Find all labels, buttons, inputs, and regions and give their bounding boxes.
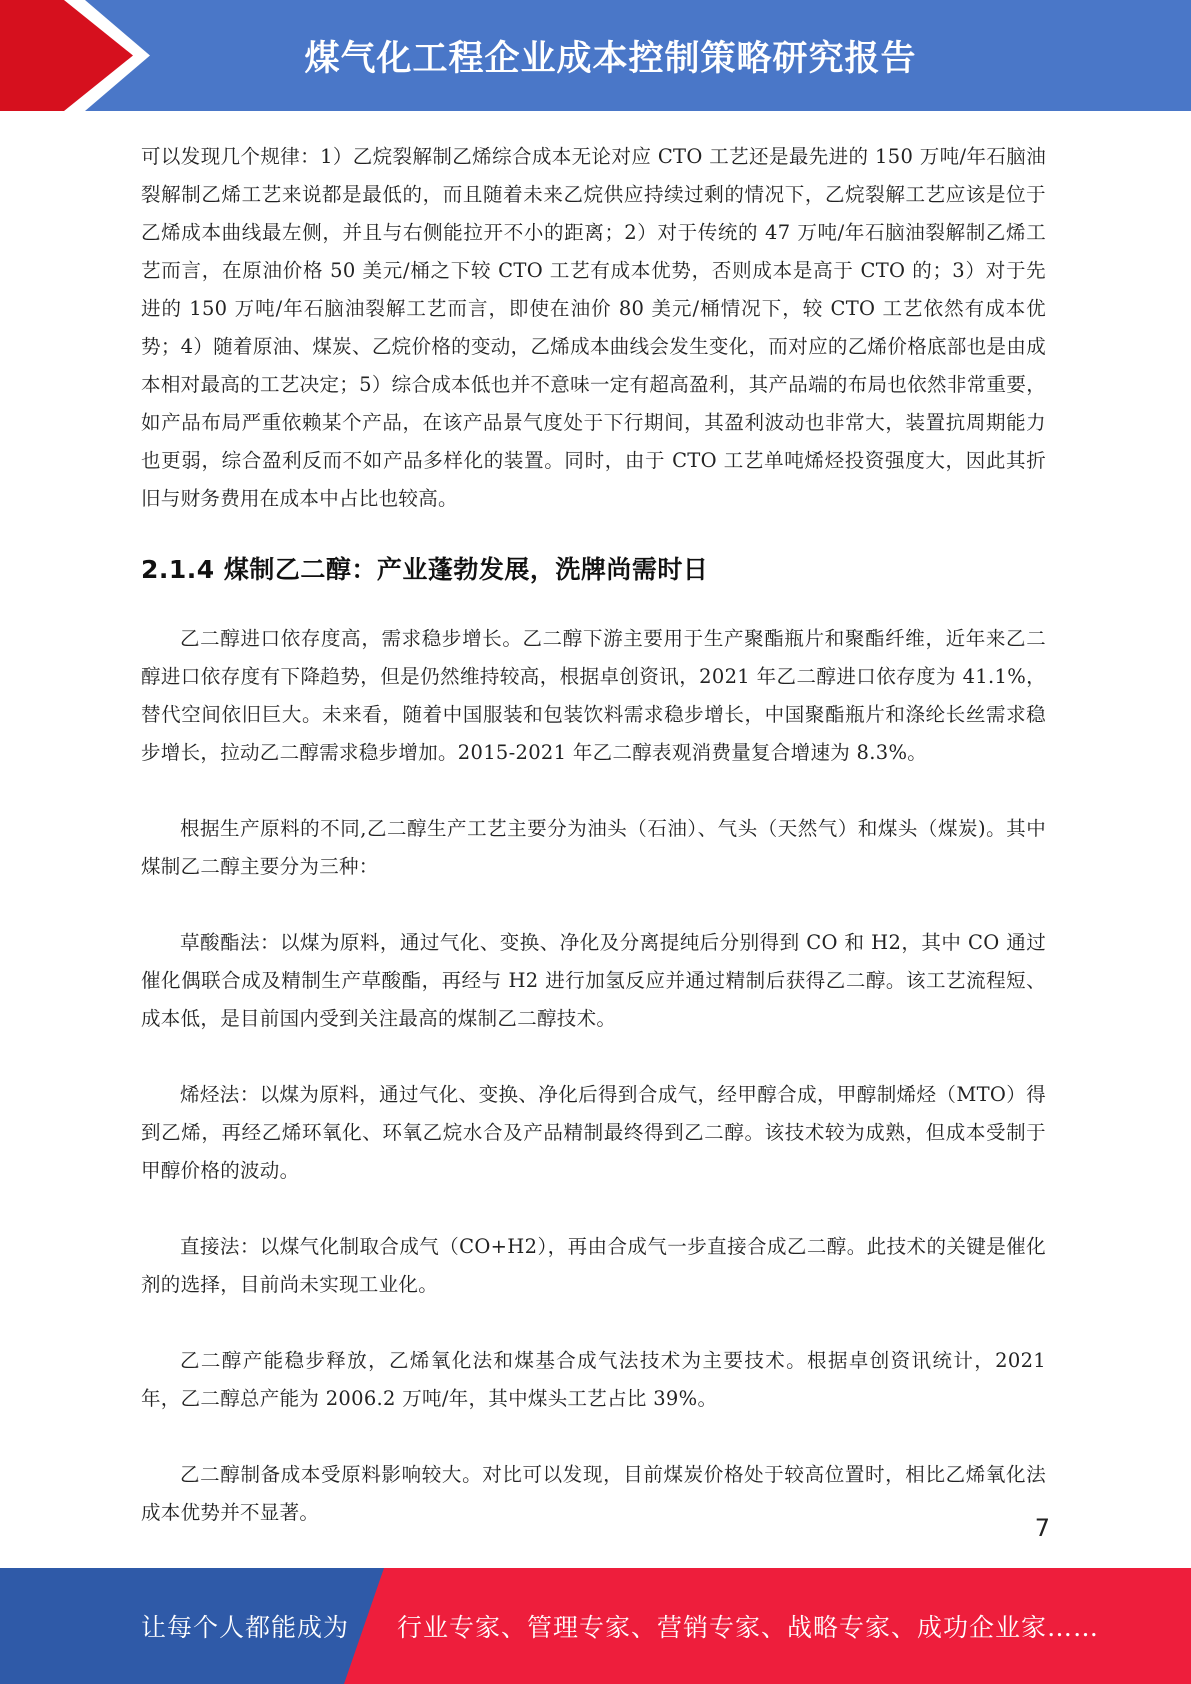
paragraph-olefin-method: 烯烃法：以煤为原料，通过气化、变换、净化后得到合成气，经甲醇合成，甲醇制烯烃（MTO）得到乙烯，再经乙烯环氧化、环氧乙烷水合及产品精制最终得到乙二醇。该技术较为成熟，但成本受制于甲醇价格的波动。 xyxy=(141,1083,1046,1182)
footer-slogan-right: 行业专家、管理专家、营销专家、战略专家、成功企业家…… xyxy=(397,1613,1100,1642)
report-title: 煤气化工程企业成本控制策略研究报告 xyxy=(304,38,917,79)
paragraph-direct-method: 直接法：以煤气化制取合成气（CO+H2），再由合成气一步直接合成乙二醇。此技术的关键是催化剂的选择，目前尚未实现工业化。 xyxy=(141,1235,1046,1296)
page-number: 7 xyxy=(1034,1514,1050,1542)
section-heading: 2.1.4 煤制乙二醇：产业蓬勃发展，洗牌尚需时日 xyxy=(141,555,709,584)
paragraph-capacity: 乙二醇产能稳步释放，乙烯氧化法和煤基合成气法技术为主要技术。根据卓创资讯统计，2021 年，乙二醇总产能为 2006.2 万吨/年，其中煤头工艺占比 39%。 xyxy=(141,1349,1046,1410)
paragraph-oxalate-method: 草酸酯法：以煤为原料，通过气化、变换、净化及分离提纯后分别得到 CO 和 H2，其中 CO 通过催化偶联合成及精制生产草酸酯，再经与 H2 进行加氢反应并通过精制后获得乙二醇。该工艺流程短、成本低，是目前国内受到关注最高的煤制乙二醇技术。 xyxy=(141,931,1046,1030)
page-footer xyxy=(0,1568,1191,1684)
footer-slogan-left: 让每个人都能成为 xyxy=(141,1613,350,1642)
document-body xyxy=(141,138,1046,1532)
paragraph-process-types: 根据生产原料的不同,乙二醇生产工艺主要分为油头（石油）、气头（天然气）和煤头（煤炭)。其中煤制乙二醇主要分为三种： xyxy=(141,817,1046,878)
paragraph-import-dependence: 乙二醇进口依存度高，需求稳步增长。乙二醇下游主要用于生产聚酯瓶片和聚酯纤维，近年来乙二醇进口依存度有下降趋势，但是仍然维持较高，根据卓创资讯，2021 年乙二醇进口依存度为 41.1%，替代空间依旧巨大。未来看，随着中国服装和包装饮料需求稳步增长，中国聚酯瓶片和涤纶长丝需求稳步增长，拉动乙二醇需求稳步增加。2015-2021 年乙二醇表观消费量复合增速为 8.3%。 xyxy=(141,627,1046,764)
page-header xyxy=(0,0,1191,111)
paragraph-cost: 乙二醇制备成本受原料影响较大。对比可以发现，目前煤炭价格处于较高位置时，相比乙烯氧化法成本优势并不显著。 xyxy=(141,1463,1046,1524)
intro-paragraph: 可以发现几个规律：1）乙烷裂解制乙烯综合成本无论对应 CTO 工艺还是最先进的 150 万吨/年石脑油裂解制乙烯工艺来说都是最低的，而且随着未来乙烷供应持续过剩的情况下，乙烷裂解工艺应该是位于乙烯成本曲线最左侧，并且与右侧能拉开不小的距离；2）对于传统的 47 万吨/年石脑油裂解制乙烯工艺而言，在原油价格 50 美元/桶之下较 CTO 工艺有成本优势，否则成本是高于 CTO 的；3）对于先进的 150 万吨/年石脑油裂解工艺而言，即使在油价 80 美元/桶情况下，较 CTO 工艺依然有成本优势；4）随着原油、煤炭、乙烷价格的变动，乙烯成本曲线会发生变化，而对应的乙烯价格底部也是由成本相对最高的工艺决定；5）综合成本低也并不意味一定有超高盈利，其产品端的布局也依然非常重要，如产品布局严重依赖某个产品，在该产品景气度处于下行期间，其盈利波动也非常大，装置抗周期能力也更弱，综合盈利反而不如产品多样化的装置。同时，由于 CTO 工艺单吨烯烃投资强度大，因此其折旧与财务费用在成本中占比也较高。 xyxy=(141,145,1046,510)
